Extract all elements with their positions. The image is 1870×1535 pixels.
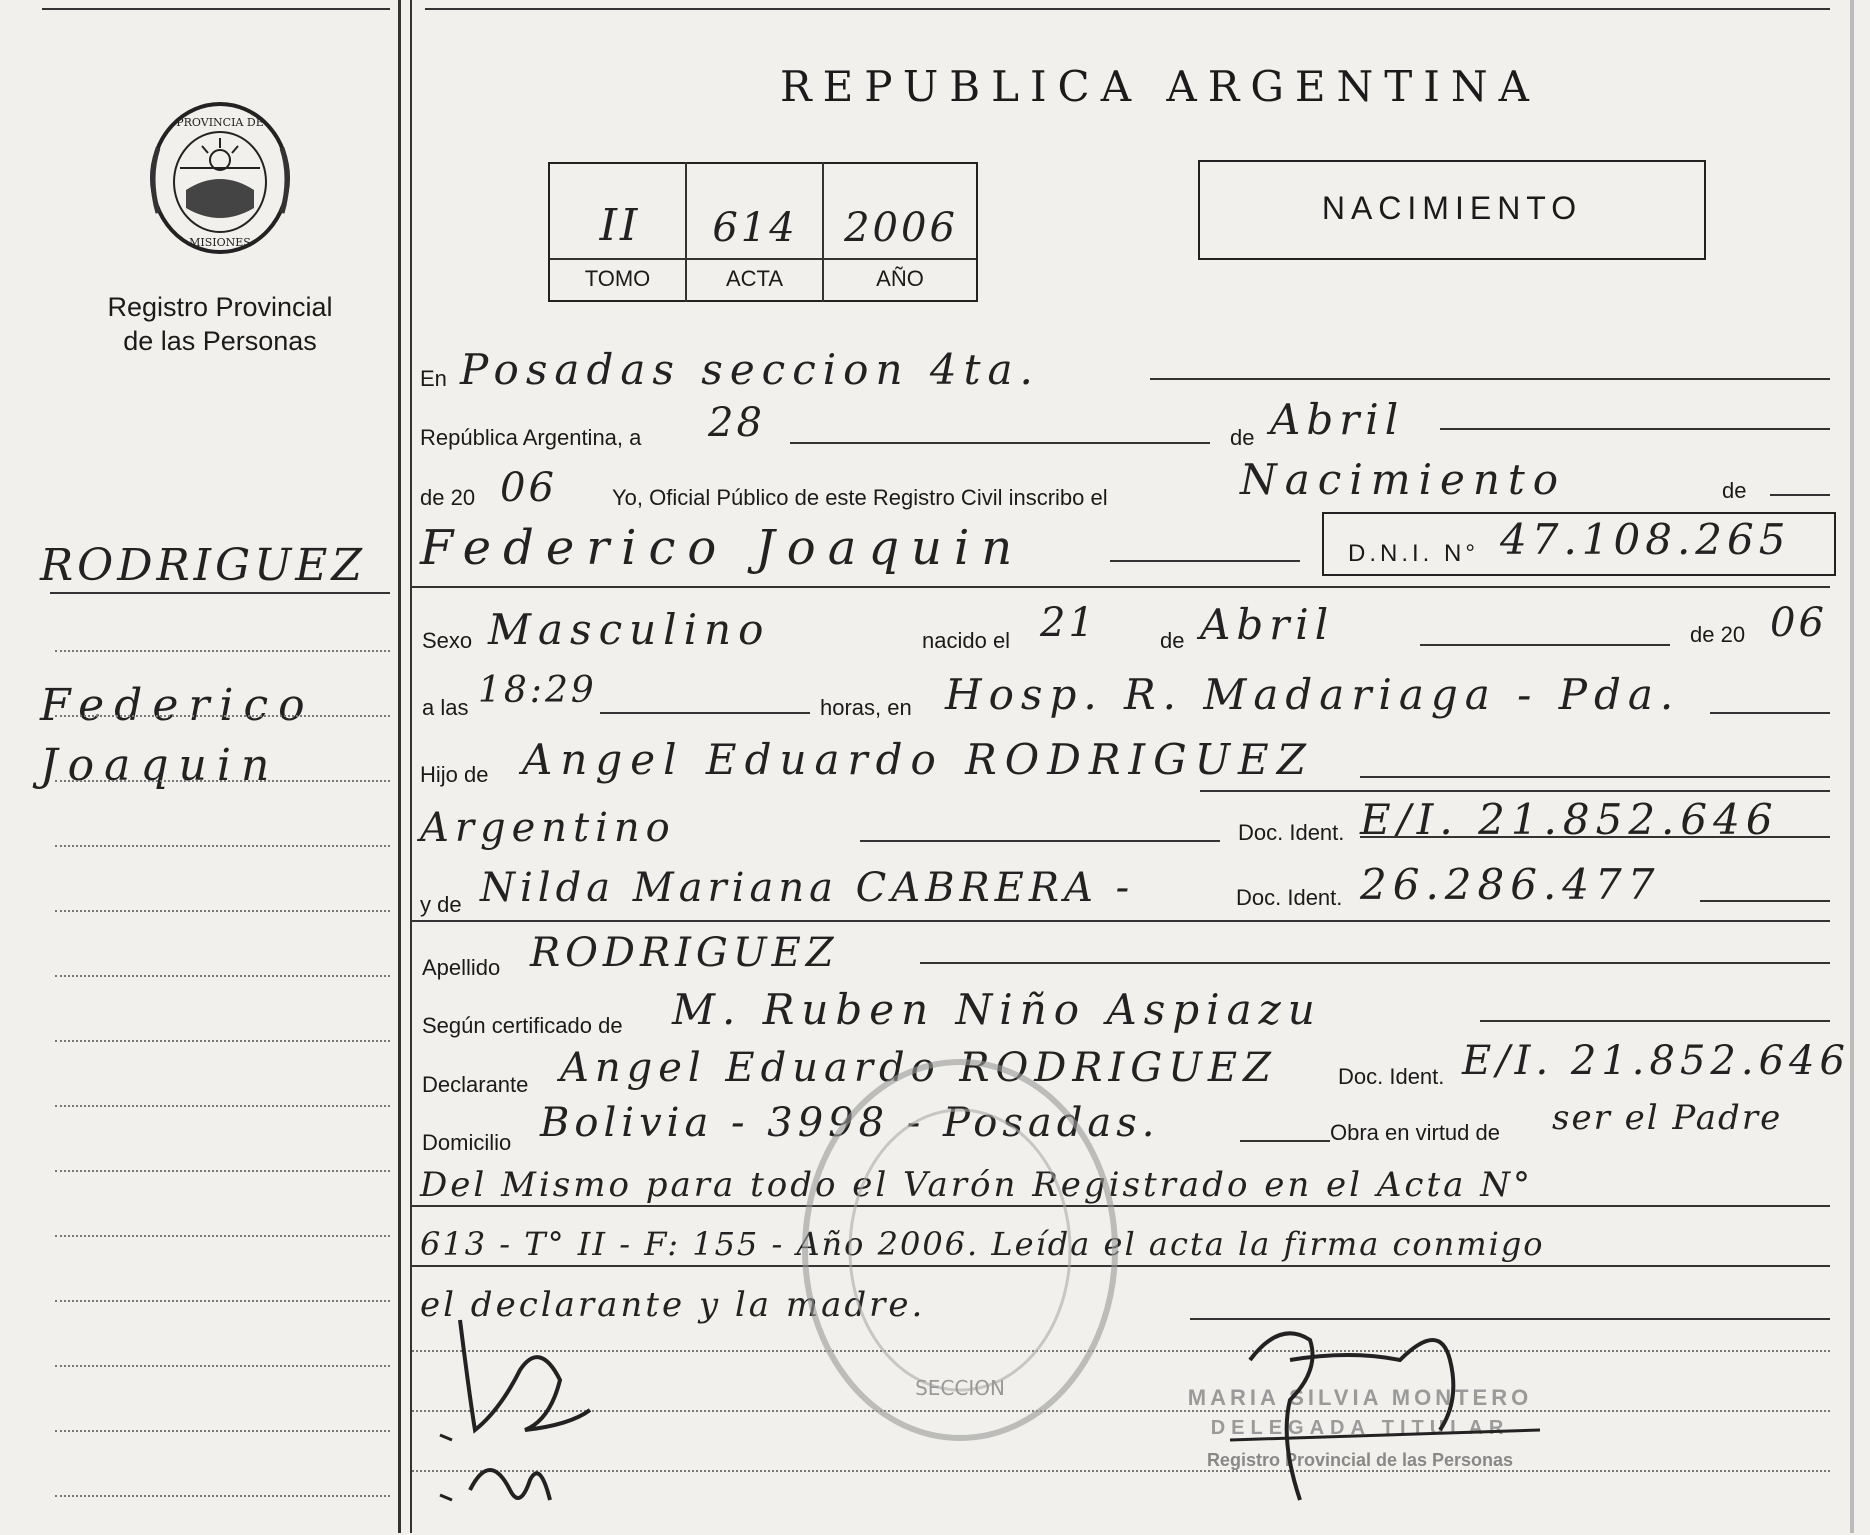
label-nacido: nacido el <box>922 628 1011 653</box>
label-y-de: y de <box>420 892 462 917</box>
tomo-value: II <box>599 200 641 251</box>
line-padre-doc <box>1360 836 1830 838</box>
label-apellido: Apellido <box>422 955 501 980</box>
left-column-border-2 <box>410 0 412 1533</box>
svg-text:SECCION: SECCION <box>915 1376 1005 1400</box>
margin-dotted-line <box>55 1040 390 1042</box>
value-obs-1: Del Mismo para todo el Varón Registrado en el Acta N° <box>420 1165 1533 1205</box>
label-declarante: Declarante <box>422 1072 529 1097</box>
line-lugar-nac <box>1710 712 1830 714</box>
margin-dotted-line <box>55 1430 390 1432</box>
margin-dotted-line <box>55 1495 390 1497</box>
acta-label: ACTA <box>725 266 784 291</box>
value-declarante: Angel Eduardo RODRIGUEZ <box>560 1045 1277 1091</box>
value-obs-3: el declarante y la madre. <box>420 1285 926 1325</box>
tomo-label: TOMO <box>584 266 651 291</box>
label-sexo: Sexo <box>422 628 473 653</box>
svg-text:MISIONES: MISIONES <box>189 236 251 249</box>
label-oficial: Yo, Oficial Público de este Registro Civil inscribo el <box>612 485 1108 510</box>
official-round-seal <box>795 1050 1125 1450</box>
value-obra: ser el Padre <box>1552 1098 1783 1138</box>
label-de-year-nac: de 20 <box>1690 622 1746 647</box>
provincial-seal-logo <box>140 98 300 258</box>
margin-dotted-line <box>55 1235 390 1237</box>
margin-dotted-line <box>55 780 390 782</box>
label-hijo-de: Hijo de <box>420 762 489 787</box>
value-nac-dia: 21 <box>1040 600 1097 646</box>
top-rule-left <box>42 8 390 10</box>
stamp-line-3: Registro Provincial de las Personas <box>1206 1450 1514 1470</box>
line-nombre <box>1110 560 1300 562</box>
stamp-line-1: MARIA SILVIA MONTERO <box>1187 1385 1533 1410</box>
line-en <box>1150 378 1830 380</box>
act-type: NACIMIENTO <box>1321 190 1583 226</box>
value-padre: Angel Eduardo RODRIGUEZ <box>522 735 1314 784</box>
value-padre-nac: Argentino <box>420 805 676 851</box>
value-dia: 28 <box>708 400 765 446</box>
right-page-border <box>1850 0 1854 1533</box>
value-hora: 18:29 <box>478 670 597 711</box>
value-certificado: M. Ruben Niño Aspiazu <box>672 985 1322 1034</box>
line-padre <box>1360 776 1830 778</box>
label-horas: horas, en <box>820 695 912 720</box>
country-title: REPUBLICA ARGENTINA <box>780 62 1540 111</box>
line-mes <box>1440 428 1830 430</box>
value-domicilio: Bolivia - 3998 - Posadas. <box>540 1100 1160 1146</box>
line-domicilio <box>1240 1140 1330 1142</box>
value-anio-suffix: 06 <box>500 465 557 511</box>
label-de-acto: de <box>1722 478 1747 503</box>
svg-text:PROVINCIA DE: PROVINCIA DE <box>176 116 264 129</box>
label-de-mes: de <box>1230 425 1255 450</box>
value-declarante-doc: E/I. 21.852.646 <box>1462 1038 1850 1084</box>
label-de-nac: de <box>1160 628 1185 653</box>
margin-dotted-line <box>55 1365 390 1367</box>
line-below-nombre <box>412 586 1830 588</box>
anio-label: AÑO <box>876 266 924 291</box>
line-padre-nac <box>860 840 1220 842</box>
stamp-line-2: DELEGADA TITULAR <box>1210 1417 1510 1439</box>
registry-line-2: de las Personas <box>123 326 317 356</box>
label-de-year: de 20 <box>420 485 476 510</box>
label-segun: Según certificado de <box>422 1013 623 1038</box>
margin-surname: RODRIGUEZ <box>40 540 366 591</box>
label-dni: D.N.I. N° <box>1348 540 1479 567</box>
value-lugar: Posadas seccion 4ta. <box>460 345 1040 394</box>
value-apellido: RODRIGUEZ <box>530 930 839 976</box>
label-republica: República Argentina, a <box>420 425 642 450</box>
line-nac-mes <box>1420 644 1670 646</box>
value-nombre: Federico Joaquin <box>420 520 1025 576</box>
value-lugar-nac: Hosp. R. Madariaga - Pda. <box>945 670 1681 719</box>
margin-surname-line <box>50 592 390 594</box>
margin-dotted-line <box>55 910 390 912</box>
margin-dotted-line <box>55 650 390 652</box>
label-doc-padre: Doc. Ident. <box>1238 820 1345 845</box>
margin-dotted-line <box>55 715 390 717</box>
value-dni: 47.108.265 <box>1500 515 1791 564</box>
margin-dotted-line <box>55 1105 390 1107</box>
margin-dotted-line <box>55 845 390 847</box>
label-obra: Obra en virtud de <box>1330 1120 1500 1145</box>
registry-name <box>60 290 380 358</box>
acta-value: 614 <box>712 205 798 251</box>
line-madre <box>1700 900 1830 902</box>
value-mes: Abril <box>1270 395 1405 444</box>
line-hora <box>600 712 810 714</box>
line-dia <box>790 442 1210 444</box>
top-rule-right <box>425 8 1830 10</box>
record-divider-h <box>550 258 976 260</box>
left-column-border <box>398 0 401 1533</box>
margin-dotted-line <box>55 1300 390 1302</box>
line-padre-2 <box>1200 790 1830 792</box>
label-doc-madre: Doc. Ident. <box>1236 885 1343 910</box>
value-madre: Nilda Mariana CABRERA - <box>480 865 1135 911</box>
signature-officer <box>1220 1300 1550 1520</box>
signature-declarante <box>430 1300 630 1530</box>
value-padre-doc: E/I. 21.852.646 <box>1360 795 1779 844</box>
value-nac-mes: Abril <box>1200 600 1335 649</box>
label-domicilio: Domicilio <box>422 1130 512 1155</box>
label-en: En <box>420 366 447 391</box>
margin-dotted-line <box>55 1170 390 1172</box>
value-madre-doc: 26.286.477 <box>1360 860 1661 909</box>
line-apellido <box>920 962 1830 964</box>
line-acto-end <box>1770 494 1830 496</box>
anio-value: 2006 <box>844 205 958 251</box>
value-obs-2: 613 - T° II - F: 155 - Año 2006. Leída el acta la firma conmigo <box>420 1225 1545 1263</box>
label-doc-declarante: Doc. Ident. <box>1338 1064 1445 1089</box>
margin-given-1: Federico <box>40 680 315 731</box>
value-acto: Nacimiento <box>1240 455 1567 504</box>
registry-line-1: Registro Provincial <box>107 292 333 322</box>
line-certificado <box>1480 1020 1830 1022</box>
line-below-madre <box>412 920 1830 922</box>
label-a-las: a las <box>422 695 469 720</box>
margin-dotted-line <box>55 975 390 977</box>
margin-given-2: Joaquin <box>40 740 280 791</box>
value-nac-anio: 06 <box>1770 600 1827 646</box>
value-sexo: Masculino <box>488 605 771 654</box>
